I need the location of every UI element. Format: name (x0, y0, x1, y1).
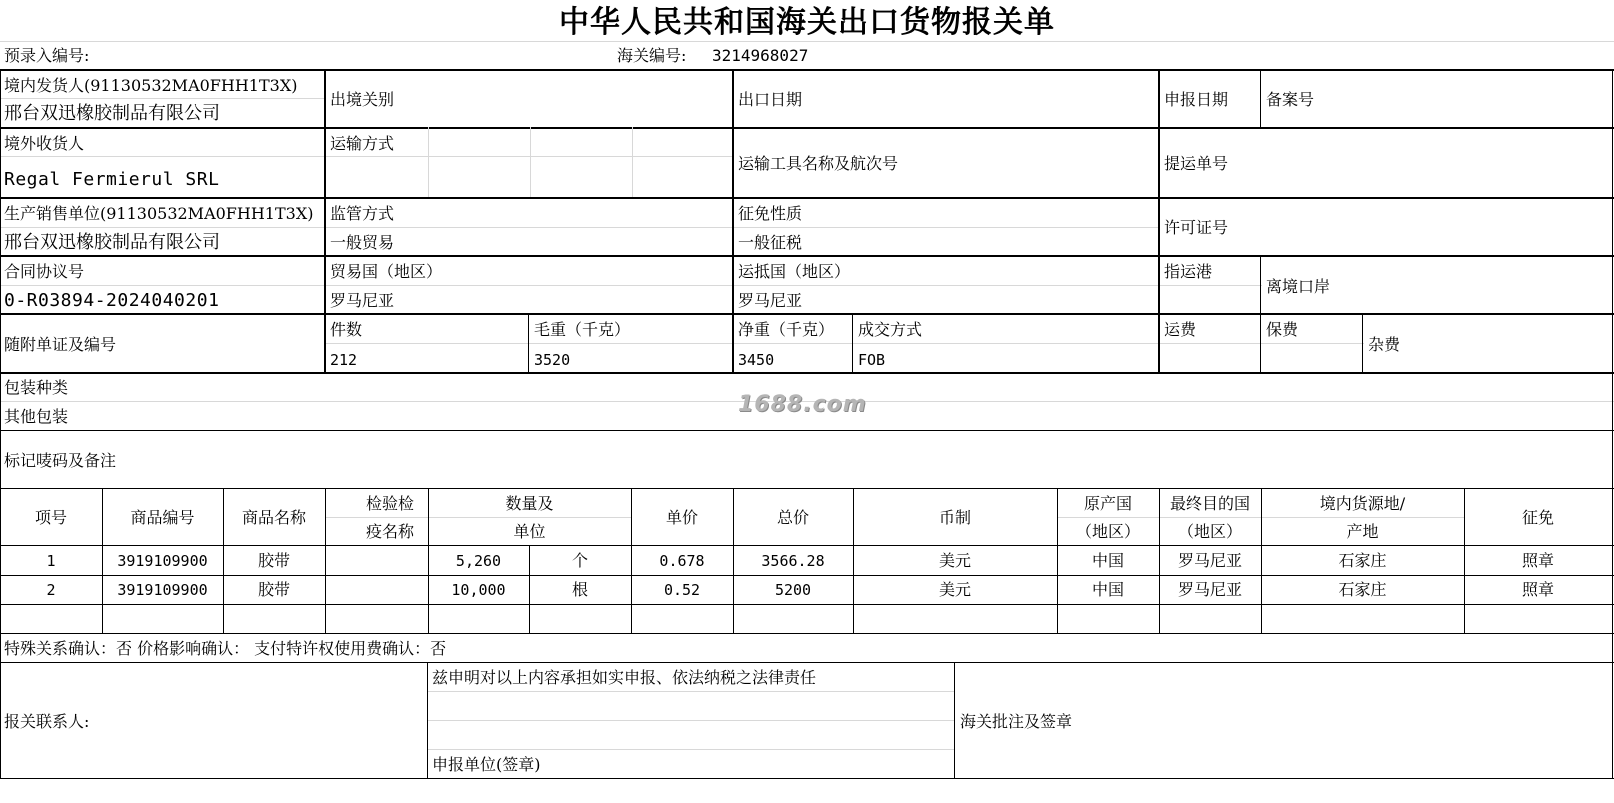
row-border (0, 488, 1614, 489)
insurance-label: 保费 (1266, 320, 1299, 339)
sub-line (0, 227, 1160, 228)
cell-exempt: 照章 (1521, 551, 1554, 570)
gross-label: 毛重（千克） (534, 320, 631, 339)
sub-col (632, 127, 633, 197)
col-border (732, 69, 734, 372)
col-border (1260, 69, 1261, 127)
deal-label: 成交方式 (858, 320, 923, 339)
item-row-border (0, 604, 1614, 605)
col-header-item: 项号 (34, 508, 67, 527)
sub-col (428, 127, 429, 197)
watermark: 1688.com (738, 392, 867, 417)
col-header-exempt: 征免 (1521, 508, 1554, 527)
supervision-label: 监管方式 (330, 204, 395, 223)
cell-name: 胶带 (257, 551, 290, 570)
col-border (324, 69, 326, 372)
row-border (0, 662, 1614, 663)
right-border (1612, 69, 1613, 778)
cell-name: 胶带 (257, 580, 290, 599)
pieces-label: 件数 (330, 320, 363, 339)
col-header-origin-2: （地区） (1075, 522, 1140, 541)
sub-line (325, 156, 733, 157)
table-col (325, 488, 326, 633)
row-border (0, 633, 1614, 634)
other-package-label: 其他包装 (4, 407, 69, 426)
producer-label: 生产销售单位(91130532MA0FHH1T3X) (4, 204, 314, 223)
sub-line (428, 691, 954, 692)
pre-entry-label: 预录入编号: (4, 46, 90, 65)
vehicle-label: 运输工具名称及航次号 (738, 154, 899, 173)
gross-value: 3520 (534, 351, 571, 369)
attached-docs-label: 随附单证及编号 (4, 335, 117, 354)
row-border (0, 313, 1614, 315)
cell-code: 3919109900 (117, 552, 208, 570)
row-border (0, 372, 1614, 374)
declare-date-label: 申报日期 (1164, 90, 1229, 109)
row-border (0, 127, 1614, 129)
license-label: 许可证号 (1164, 218, 1229, 237)
cell-source: 石家庄 (1338, 551, 1387, 570)
col-header-code: 商品编号 (130, 508, 195, 527)
cell-total: 3566.28 (761, 552, 825, 570)
col-border (852, 313, 853, 372)
export-date-label: 出口日期 (738, 90, 803, 109)
col-header-currency: 币制 (938, 508, 971, 527)
col-header-name: 商品名称 (241, 508, 306, 527)
col-border (1158, 69, 1160, 372)
col-border (1260, 255, 1261, 313)
consignee-name: Regal Fermierul SRL (4, 169, 220, 190)
dest-country-label: 运抵国（地区） (738, 262, 851, 281)
cell-currency: 美元 (938, 580, 971, 599)
shipper-label: 境内发货人(91130532MA0FHH1T3X) (4, 76, 298, 95)
sub-line (1160, 343, 1364, 344)
cell-origin: 中国 (1091, 580, 1124, 599)
departure-port-label: 离境口岸 (1266, 277, 1331, 296)
col-border (1260, 313, 1261, 372)
consignee-label: 境外收货人 (4, 134, 85, 153)
cell-code: 3919109900 (117, 581, 208, 599)
cell-unit: 个 (571, 551, 588, 570)
cell-unit: 根 (571, 580, 588, 599)
dest-country-value: 罗马尼亚 (738, 291, 803, 310)
cell-price: 0.678 (659, 552, 705, 570)
bill-no-label: 提运单号 (1164, 154, 1229, 173)
contact-label: 报关联系人: (4, 712, 90, 731)
marks-label: 标记唛码及备注 (4, 451, 117, 470)
supervision-value: 一般贸易 (330, 233, 395, 252)
trade-country-label: 贸易国（地区） (330, 262, 443, 281)
col-border (1362, 313, 1363, 372)
declaration-text: 兹申明对以上内容承担如实申报、依法纳税之法律责任 (432, 668, 817, 687)
col-border (528, 313, 529, 372)
col-header-source-2: 产地 (1346, 522, 1379, 541)
col-border (427, 662, 428, 778)
col-header-origin-1: 原产国 (1083, 494, 1132, 513)
sub-line (0, 156, 325, 157)
net-value: 3450 (738, 351, 775, 369)
col-border (954, 662, 955, 778)
customs-approval-label: 海关批注及签章 (960, 712, 1073, 731)
sub-line (325, 343, 1160, 344)
declarant-label: 申报单位(签章) (432, 755, 541, 774)
form-top-border (0, 69, 1614, 71)
sub-line (428, 749, 954, 750)
row-border (0, 197, 1614, 199)
shipper-name: 邢台双迅橡胶制品有限公司 (4, 103, 220, 124)
row-border (0, 545, 1614, 546)
freight-label: 运费 (1164, 320, 1197, 339)
sub-col (530, 127, 531, 197)
left-border (0, 69, 1, 778)
trade-country-value: 罗马尼亚 (330, 291, 395, 310)
package-type-label: 包装种类 (4, 378, 69, 397)
cell-price: 0.52 (663, 581, 701, 599)
customs-no-label: 海关编号: (617, 46, 687, 65)
col-header-unit-price: 单价 (665, 508, 698, 527)
cell-source: 石家庄 (1338, 580, 1387, 599)
col-header-qty-1: 数量及 (505, 494, 554, 513)
port-label: 指运港 (1164, 262, 1213, 281)
row-border (0, 430, 1614, 431)
col-header-final-1: 最终目的国 (1169, 494, 1250, 513)
contract-label: 合同协议号 (4, 262, 85, 281)
cell-origin: 中国 (1091, 551, 1124, 570)
cell-final: 罗马尼亚 (1177, 551, 1242, 570)
col-header-source-1: 境内货源地/ (1319, 494, 1406, 513)
col-header-total: 总价 (776, 508, 809, 527)
exit-customs-label: 出境关别 (330, 90, 395, 109)
confirm-text: 特殊关系确认：否 价格影响确认： 支付特许权使用费确认：否 (4, 639, 447, 658)
cell-final: 罗马尼亚 (1177, 580, 1242, 599)
cell-qty: 5,260 (455, 552, 502, 570)
cell-item-no: 2 (46, 581, 56, 599)
col-header-final-2: （地区） (1177, 522, 1242, 541)
cell-total: 5200 (774, 581, 812, 599)
col-header-qty-2: 单位 (513, 522, 546, 541)
sub-line (0, 285, 1160, 286)
sub-line (428, 720, 954, 721)
levy-value: 一般征税 (738, 233, 803, 252)
customs-no-value: 3214968027 (712, 46, 809, 65)
producer-name: 邢台双迅橡胶制品有限公司 (4, 232, 220, 253)
cell-qty: 10,000 (451, 581, 506, 599)
contract-value: 0-R03894-2024040201 (4, 290, 220, 311)
pieces-value: 212 (330, 351, 358, 369)
item-row-border (0, 575, 1614, 576)
col-header-inspect-2: 疫名称 (366, 522, 415, 541)
form-title: 中华人民共和国海关出口货物报关单 (559, 5, 1055, 40)
sub-line (1160, 285, 1262, 286)
form-bottom-border (0, 778, 1614, 779)
levy-label: 征免性质 (738, 204, 803, 223)
misc-label: 杂费 (1368, 335, 1401, 354)
sub-line (0, 98, 325, 99)
sub-line (325, 517, 631, 518)
cell-item-no: 1 (46, 552, 56, 570)
row-border (0, 255, 1614, 257)
transport-mode-label: 运输方式 (330, 134, 395, 153)
cell-currency: 美元 (938, 551, 971, 570)
net-label: 净重（千克） (738, 320, 835, 339)
record-no-label: 备案号 (1266, 90, 1315, 109)
col-header-inspect-1: 检验检 (366, 494, 415, 513)
deal-value: FOB (858, 351, 886, 369)
cell-exempt: 照章 (1521, 580, 1554, 599)
